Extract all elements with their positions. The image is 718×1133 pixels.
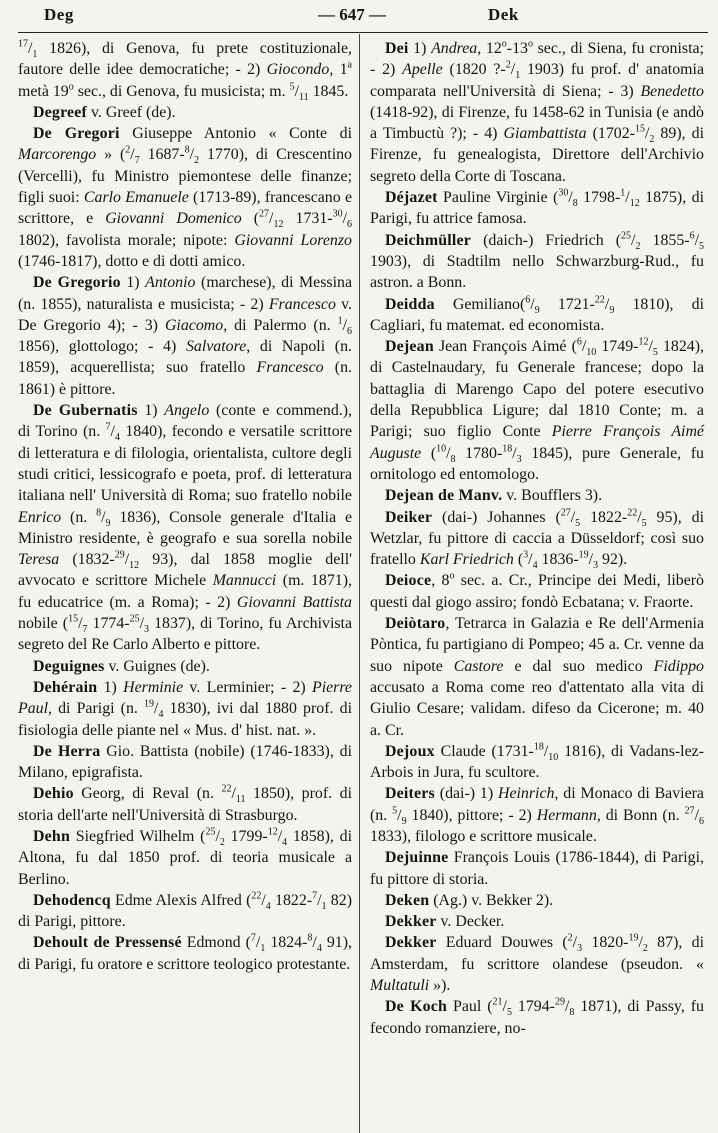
entry-body: 1) Andrea, 12$^o$-13$^o$ sec., di Siena, fu cronista; - 2) Apelle (1820 $?-^2/_1$ 1903) fu prof. d' anatomia comparata nell'Università di Siena; - 3) Benedetto (1418-92), di Firenze, fu 1458-62 in Tunisia (e andò a Timbuctù ?); - 4) Giambattista ($1702-^{15}/_2$ 89), di Firenze, fu genealogista, Direttore dell'Archivio segreto della Corte di Toscana. xyxy=(370,38,704,185)
entry-headword: Deidda xyxy=(385,295,435,313)
page-header xyxy=(0,0,718,34)
page-number: — 647 — xyxy=(318,5,386,24)
entry-body: $Gemiliano(^6/_9$ $1721-^{22}/_9$ 1810), di Cagliari, fu matemat. ed economista. xyxy=(370,294,705,334)
entry-body: Edme Alexis Alfred ($^{22}/_4$ $1822-^7/_1$ 82) di Parigi, pittore. xyxy=(18,890,352,931)
entry-headword: Dejean xyxy=(385,338,434,356)
entry-headword: Dehoult de Pressensé xyxy=(33,934,182,952)
entry-body: 1) Herminie v. Lerminier; - 2) Pierre Paul, di Parigi (n. $^{19}/_4$ 1830), ivi dal 1880 prof. di fisiologia delle piante nel « Mus. d' hist. nat. ». xyxy=(18,678,352,739)
entry-body: Georg, di Reval (n. $^{22}/_{11}$ 1850), prof. di storia dell'arte nell'Università di Strasburgo. xyxy=(18,784,352,824)
entry-body: v. Decker. xyxy=(436,913,505,931)
entry-body: Gio. Battista (nobile) (1746-1833), di Milano, epigrafista. xyxy=(18,742,352,782)
entry-headword: Degreef xyxy=(33,103,88,121)
entry-body: François Louis (1786-1844), di Parigi, fu pittore di storia. xyxy=(370,849,704,888)
header-left-guideword: Deg xyxy=(44,5,74,24)
entry-body: (Ag.) v. Bekker 2). xyxy=(429,891,554,909)
entry-body: Paul ($^{21}/_5$ $1794-^{29}/_8$ 1871), di Passy, fu fecondo romanziere, no- xyxy=(370,997,704,1037)
dictionary-entry xyxy=(370,570,704,613)
entry-body: 1) Antonio (marchese), di Messina (n. 1855), naturalista e musicista; - 2) Francesco v. De Gregorio 4); - 3) Giacomo, di Palermo (n. $^1/_6$ 1856), glottologo; - 4) Salvatore, di Napoli (n. 1859), acquerellista; suo fratello Francesco (n. 1861) è pittore. xyxy=(18,274,353,398)
dictionary-entry xyxy=(18,400,352,656)
dictionary-entry xyxy=(18,826,352,890)
entry-headword: Déjazet xyxy=(385,189,438,207)
entry-headword: De Gregorio xyxy=(33,274,121,292)
entry-body: Siegfried Wilhelm ($^{25}/_2$ $1799-^{12}/_4$ 1858), di Altona, fu dal 1850 prof. di teoria musicale a Berlino. xyxy=(18,826,352,888)
entry-body: v. Greef (de). xyxy=(87,103,176,121)
entry-headword: Deichmüller xyxy=(385,231,472,249)
left-column xyxy=(18,38,352,975)
dictionary-entry xyxy=(18,272,352,400)
entry-body: $^{17}/_1$ 1826), di Genova, fu prete costituzionale, fautore delle idee democratiche; - 2) Giocondo, 1$^a$ metà 19$^o$ sec., di Genova, fu musicista; m. $^5/_{11}$ 1845. xyxy=(18,38,352,103)
dictionary-entry xyxy=(370,911,704,932)
entry-body: (dai-) 1) Heinrich, di Monaco di Baviera (n. $^5/_9$ 1840), pittore; - 2) Hermann, di Bonn (n. $^{27}/_6$ 1833), filologo e scrittore musicale. xyxy=(370,785,704,845)
dictionary-entry xyxy=(370,847,704,890)
dictionary-entry xyxy=(370,741,704,784)
header-right-guideword: Dek xyxy=(488,5,519,24)
dictionary-entry xyxy=(370,932,704,996)
entry-headword: Deiker xyxy=(385,508,433,526)
entry-headword: Deiòtaro xyxy=(385,615,446,633)
entry-headword: Dekker xyxy=(385,934,437,952)
dictionary-entry xyxy=(370,38,704,187)
entry-headword: Dejean de Manv. xyxy=(385,487,503,505)
entry-body: 1) Angelo (conte e commend.), di Torino (n. $^7/_4$ 1840), fecondo e versatile scrittore di letteratura e di filologia, orientalista, cultore degli studi critici, lessicografo e poeta, prof. di letteratura italiana nell' Università di Roma; suo fratello nobile Enrico (n. $^8/_9$ 1836), Console generale d'Italia e Ministro residente, è geografo e sua sorella nobile Teresa ($1832-^{29}/_{12}$ 93), dal 1858 moglie dell' avvocato e scrittore Michele Mannucci (m. 1871), fu educatrice (m. a Roma); - 2) Giovanni Battista nobile ($^{15}/_7$ $1774-^{25}/_3$ 1837), di Torino, fu Archivista segreto del Re Carlo Alberto e pittore. xyxy=(18,402,353,654)
entry-body: Giuseppe Antonio « Conte di Marcorengo » ($^2/_7$ $1687-^8/_2$ 1770), di Crescentino (Vercelli), fu Ministro piemontese delle finanze; figli suoi: Carlo Emanuele (1713-89), francescano e scrittore, e Giovanni Domenico ($^{27}/_{12}$ $1731-^{30}/_6$ 1802), favolista morale; nipote: Giovanni Lorenzo (1746-1817), dotto e di dotti amico. xyxy=(18,125,352,270)
entry-headword: Dehodencq xyxy=(33,891,111,909)
entry-body: v. Boufflers 3). xyxy=(502,487,603,505)
dictionary-entry xyxy=(18,102,352,123)
dictionary-entry xyxy=(18,741,352,784)
entry-headword: De Gubernatis xyxy=(33,402,138,420)
entry-headword: Dejuinne xyxy=(385,849,449,867)
entry-headword: Dehérain xyxy=(33,678,98,696)
dictionary-entry xyxy=(370,485,704,506)
entry-body: Jean François Aimé ($^6/_{10}$ $1749-^{12}/_5$ 1824), di Castelnaudary, fu Generale francese; dopo la battaglia di Marengo Capo del potere esecutivo della Repubblica Ligure; dal 1810 Conte; m. a Parigi; suo figlio Conte Pierre François Aimé Auguste ($^{10}/_8$ $1780-^{18}/_3$ 1845), pure Generale, fu ornitologo ed entomologo. xyxy=(370,336,704,483)
dictionary-entry xyxy=(18,38,352,102)
entry-headword: Dehio xyxy=(33,785,74,803)
entry-headword: De Koch xyxy=(385,998,448,1016)
dictionary-entry xyxy=(18,932,352,975)
entry-headword: Dehn xyxy=(33,827,71,845)
entry-headword: Deiters xyxy=(385,785,435,803)
dictionary-entry xyxy=(370,230,704,294)
dictionary-entry xyxy=(18,123,352,272)
dictionary-entry xyxy=(18,783,352,826)
dictionary-entry xyxy=(370,890,704,911)
dictionary-entry xyxy=(370,783,704,847)
entry-body: Claude ($1731-^{18}/_{10}$ 1816), di Vadans-lez-Arbois in Jura, fu scultore. xyxy=(370,741,704,782)
entry-headword: Deguignes xyxy=(33,657,105,675)
entry-headword: Dekker xyxy=(385,913,437,931)
column-divider xyxy=(359,34,360,1133)
dictionary-entry xyxy=(18,677,352,741)
entry-headword: Dei xyxy=(385,40,409,57)
header-rule xyxy=(18,32,708,33)
entry-body: (dai-) Johannes ($^{27}/_5$ $1822-^{22}/_5$ 95), di Wetzlar, fu pittore di caccia a Düsseldorf; così suo fratello Karl Friedrich ($^3/_4$ $1836-^{19}/_3$ 92). xyxy=(370,507,704,572)
entry-body: Pauline Virginie ($^{30}/_8$ $1798-^1/_{12}$ 1875), di Parigi, fu attrice famosa. xyxy=(370,187,704,228)
entry-body: , Tetrarca in Galazia e Re dell'Armenia Pòntica, fu partigiano di Pompeo; 45 a. Cr. venne da suo nipote Castore e dal suo medico Fidippo accusato a Roma come reo d'attentato alla vita di Giulio Cesare; validam. difeso da Cicerone; m. 40 a. Cr. xyxy=(370,615,704,739)
entry-headword: Deioce xyxy=(385,572,432,590)
dictionary-entry xyxy=(18,656,352,677)
dictionary-entry xyxy=(370,996,704,1039)
dictionary-entry xyxy=(370,336,704,485)
dictionary-entry xyxy=(370,507,704,571)
dictionary-entry xyxy=(370,187,704,230)
entry-headword: Deken xyxy=(385,891,430,909)
entry-headword: De Gregori xyxy=(33,125,120,143)
entry-body: v. Guignes (de). xyxy=(104,657,210,675)
entry-headword: Dejoux xyxy=(385,742,435,760)
dictionary-entry xyxy=(18,890,352,933)
entry-body: Edmond ($^7/_1$ $1824-^8/_4$ 91), di Parigi, fu oratore e scrittore teologico protestante. xyxy=(18,933,352,973)
dictionary-entry xyxy=(370,294,704,337)
entry-body: (daich-) Friedrich ($^{25}/_2$ $1855-^6/_5$ 1903), di Stadtilm nello Schwarzburg-Rud., fu astron. a Bonn. xyxy=(370,230,704,292)
dictionary-entry xyxy=(370,613,704,741)
entry-headword: De Herra xyxy=(33,742,101,760)
entry-body: , 8$^o$ sec. a. Cr., Principe dei Medi, liberò questi dal giogo assiro; fondò Ecbatana; v. Fraorte. xyxy=(370,571,705,611)
entry-body: Eduard Douwes ($^2/_3$ $1820-^{19}/_2$ 87), di Amsterdam, fu scrittore olandese (pseudon. « Multatuli »). xyxy=(370,933,704,995)
right-column xyxy=(370,38,704,1039)
